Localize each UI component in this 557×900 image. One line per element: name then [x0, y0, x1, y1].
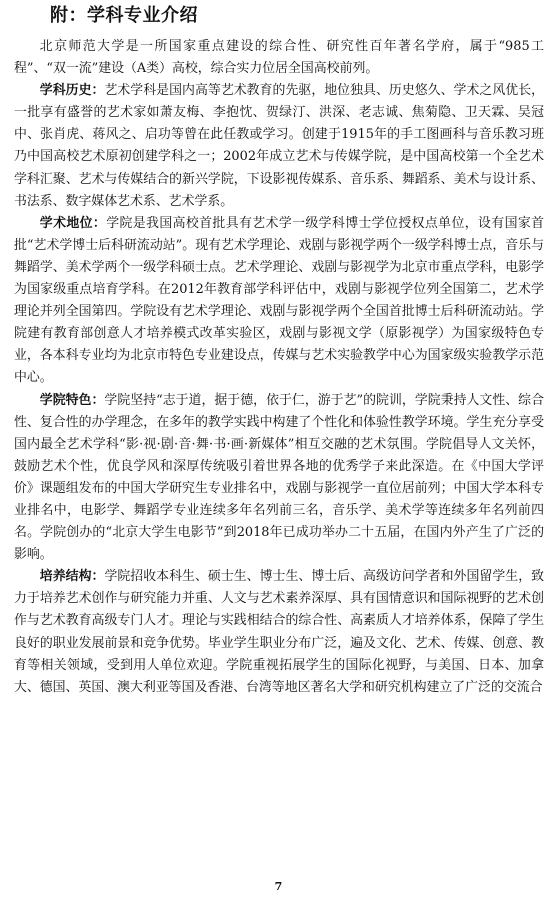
academic-status-paragraph [14, 213, 544, 390]
intro-text: 北京师范大学是一所国家重点建设的综合性、研究性百年著名学府，属于“985工程”、“双一流”建设（A类）高校，综合实力位居全国高校前列。 [14, 39, 544, 77]
academic-status-label: 学术地位： [39, 215, 107, 231]
features-text: 学院坚持“志于道，据于德，依于仁，游于艺”的院训，学院秉持人文性、综合性、复合性的办学理念，在多年的教学实践中构建了个性化和体验性教学环境。学生充分享受国内最全艺术学科“影·视·剧·音·舞·书·画·新媒体”相互交融的艺术氛围。学院倡导人文关怀，鼓励艺术个性，优良学风和深厚传统吸引着世界各地的优秀学子来此深造。在《中国大学评价》课题组发布的中国大学研究生专业排名中，戏剧与影视学一直位居前列；中国大学本科专业排名中，电影学、舞蹈学专业连续多年名列前三名，音乐学、美术学等连续多年名列前四名。学院创办的“北京大学生电影节”到2018年已成功举办二十五届，在国内外产生了广泛的影响。 [14, 392, 544, 563]
document-body [14, 36, 544, 699]
page-number: 7 [274, 880, 283, 893]
features-paragraph [14, 390, 544, 567]
features-label: 学院特色： [39, 392, 105, 408]
history-paragraph [14, 80, 544, 213]
history-label: 学科历史： [39, 83, 105, 99]
academic-status-text: 学院是我国高校首批具有艺术学一级学科博士学位授权点单位，设有国家首批“艺术学博士后科研流动站”。现有艺术学理论、戏剧与影视学两个一级学科博士点，音乐与舞蹈学、美术学两个一级学科硕士点。艺术学理论、戏剧与影视学为北京市重点学科，电影学为国家级重点培育学科。在2012年教育部学科评估中，戏剧与影视学位列全国第二，艺术学理论并列全国第四。学院设有艺术学理论、戏剧与影视学两个全国首批博士后科研流动站。学院建有教育部创意人才培养模式改革实验区，戏剧与影视文学（原影视学）为国家级特色专业，各本科专业均为北京市特色专业建设点，传媒与艺术实验教学中心为国家级实验教学示范中心。 [14, 215, 545, 386]
intro-paragraph [14, 36, 544, 80]
history-text: 艺术学科是国内高等艺术教育的先驱，地位独具、历史悠久、学术之风优长，一批享有盛誉的艺术家如萧友梅、李抱忱、贺绿汀、洪深、老志诚、焦菊隐、卫天霖、吴冠中、张肖虎、蒋风之、启功等曾在此任教或学习。创建于1915年的手工图画科与音乐教习班乃中国高校艺术原初创建学科之一；2002年成立艺术与传媒学院，是中国高校第一个全艺术学科汇聚、艺术与传媒结合的新兴学院，下设影视传媒系、音乐系、舞蹈系、美术与设计系、书法系、数字媒体艺术系、艺术学系。 [14, 83, 545, 209]
training-structure-label: 培养结构： [39, 569, 105, 585]
training-structure-text: 学院招收本科生、硕士生、博士生、博士后、高级访问学者和外国留学生，致力于培养艺术创作与研究能力并重、人文与艺术素养深厚、具有国情意识和国际视野的艺术创作与艺术教育高级专门人才。理论与实践相结合的综合性、高素质人才培养体系，保障了学生良好的职业发展前景和竞争优势。毕业学生职业分布广泛，遍及文化、艺术、传媒、创意、教育等相关领域，受到用人单位欢迎。学院重视拓展学生的国际化视野，与美国、日本、加拿大、德国、英国、澳大利亚等国及香港、台湾等地区著名大学和研究机构建立了广泛的交流合 [14, 569, 545, 695]
training-structure-paragraph [14, 566, 544, 699]
page-heading: 附：学科专业介绍 [50, 5, 198, 26]
